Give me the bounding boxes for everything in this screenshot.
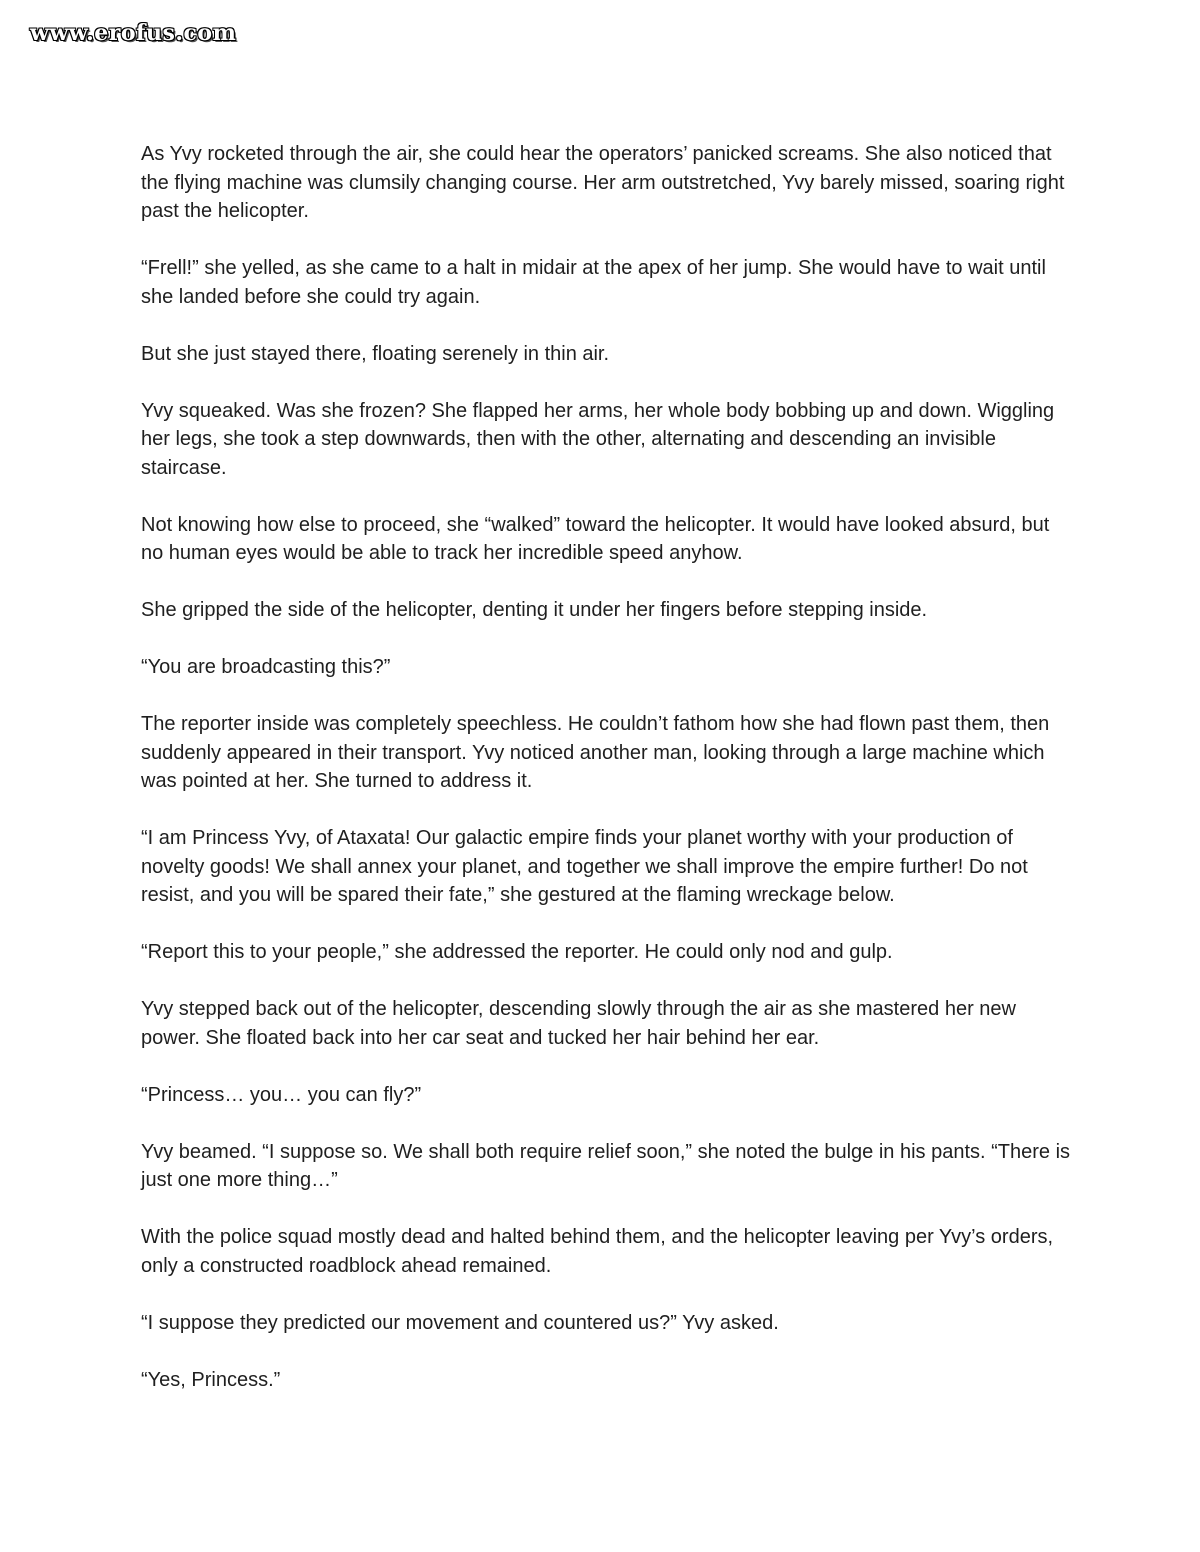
paragraph: “I am Princess Yvy, of Ataxata! Our galactic empire finds your planet worthy with your production of novelty goods! We shall annex your planet, and together we shall improve the empire further! Do not resist, and you will be spared their fate,” she gestured at the flaming wreckage below. [141,827,1028,906]
paragraph: But she just stayed there, floating serenely in thin air. [141,342,610,365]
paragraph: “Frell!” she yelled, as she came to a halt in midair at the apex of her jump. She would have to wait until she landed before she could try again. [141,257,1046,308]
paragraph: Yvy beamed. “I suppose so. We shall both require relief soon,” she noted the bulge in his pants. “There is just one more thing…” [141,1140,1071,1191]
paragraph: “Report this to your people,” she addressed the reporter. He could only nod and gulp. [141,941,893,963]
paragraph: “You are broadcasting this?” [141,656,391,678]
paragraph: She gripped the side of the helicopter, denting it under her fingers before stepping inside. [141,599,928,621]
paragraph: With the police squad mostly dead and halted behind them, and the helicopter leaving per Yvy’s orders, only a constructed roadblock ahead remained. [141,1226,1054,1277]
paragraph: The reporter inside was completely speechless. He couldn’t fathom how she had flown past them, then suddenly appeared in their transport. Yvy noticed another man, looking through a large machine which was pointed at her. She turned to address it. [141,713,1050,792]
paragraph: “Yes, Princess.” [141,1368,281,1391]
paragraph: “Princess… you… you can fly?” [141,1083,422,1106]
paragraph: Yvy squeaked. Was she frozen? She flapped her arms, her whole body bobbing up and down. Wiggling her legs, she took a step downwards, then with the other, alternating and descending an invisible staircase. [141,399,1055,479]
paragraph: Yvy stepped back out of the helicopter, descending slowly through the air as she mastered her new power. She floated back into her car seat and tucked her hair behind her ear. [141,998,1016,1049]
paragraph: Not knowing how else to proceed, she “walked” toward the helicopter. It would have looked absurd, but no human eyes would be able to track her incredible speed anyhow. [141,513,1050,564]
site-watermark: www.erofus.com [30,20,237,46]
document-body [141,140,1071,1423]
paragraph: As Yvy rocketed through the air, she could hear the operators’ panicked screams. She also noticed that the flying machine was clumsily changing course. Her arm outstretched, Yvy barely missed, soaring right past the helicopter. [141,143,1065,222]
paragraph: “I suppose they predicted our movement and countered us?” Yvy asked. [141,1311,779,1334]
